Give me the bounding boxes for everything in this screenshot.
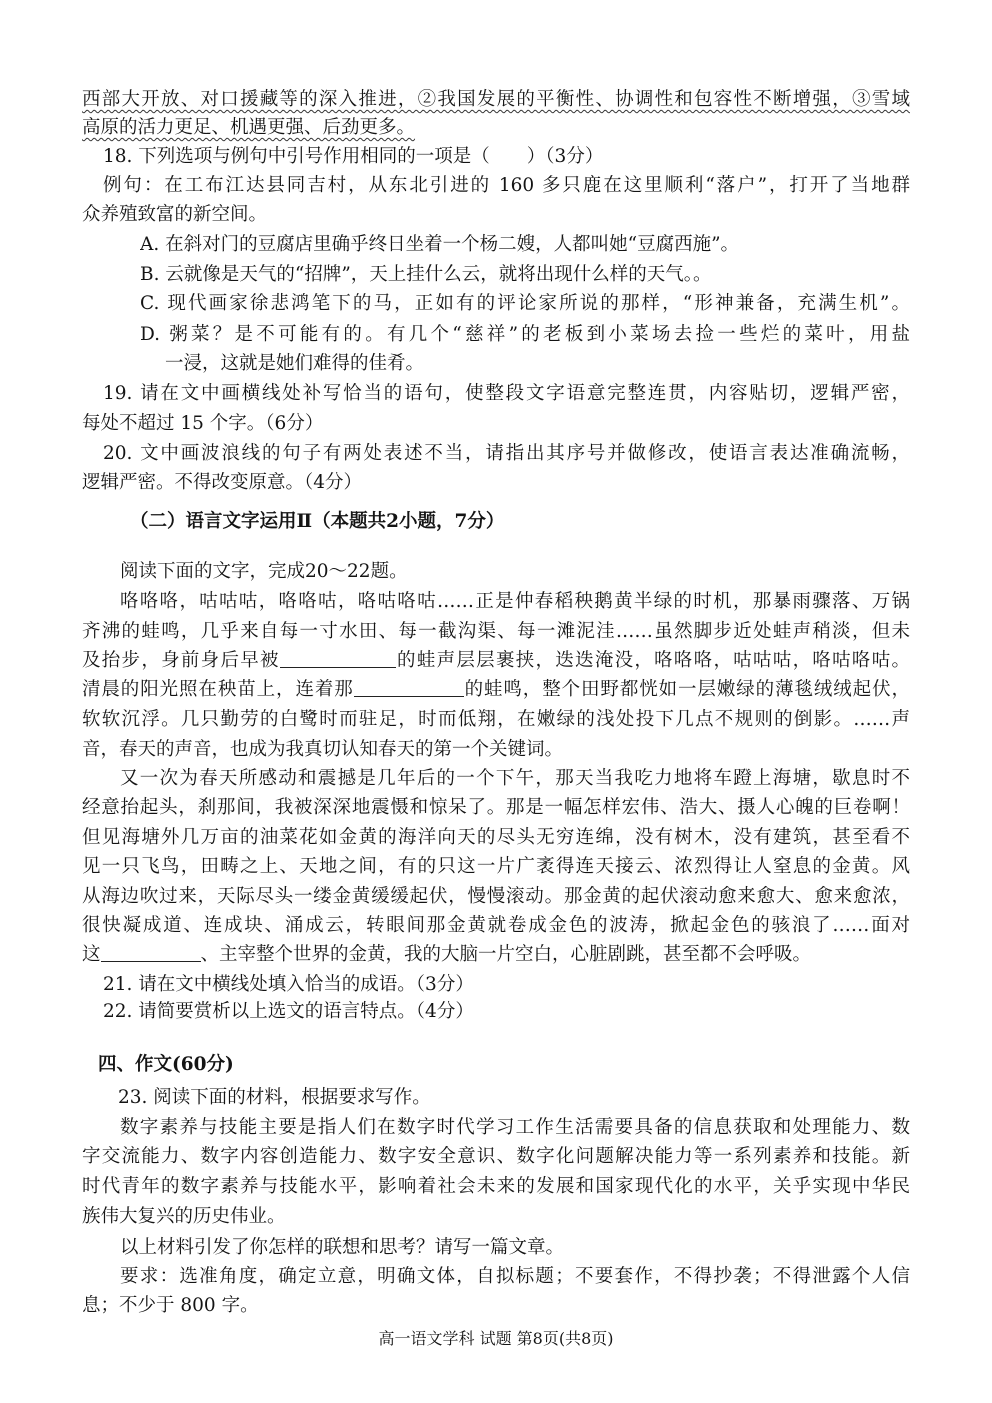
question-18-example-line-2: 众养殖致富的新空间。	[82, 204, 268, 225]
question-18-option-c: C. 现代画家徐悲鸿笔下的马，正如有的评论家所说的那样，“形神兼备，充满生机”。	[140, 293, 910, 314]
fill-in-blank	[354, 676, 464, 697]
paragraph-2-line-2: 经意抬起头，刹那间，我被深深地震慑和惊呆了。那是一幅怎样宏伟、浩大、摄人心魄的巨卷啊！	[82, 797, 910, 818]
paragraph-2-line-1: 又一次为春天所感动和震撼是几年后的一个下午，那天当我吃力地将车蹬上海塘，歇息时不	[120, 768, 910, 789]
paragraph-1-line-6: 音，春天的声音，也成为我真切认知春天的第一个关键词。	[82, 739, 564, 760]
question-18-option-d-continued: 一浸，这就是她们难得的佳肴。	[165, 353, 425, 374]
section-2-heading: （二）语言文字运用Ⅱ（本题共2小题，7分）	[130, 511, 505, 532]
material-line-2: 字交流能力、数字内容创造能力、数字安全意识、数字化问题解决能力等一系列素养和技能。新	[82, 1146, 910, 1167]
question-18-option-d: D. 粥菜？是不可能有的。有几个“慈祥”的老板到小菜场去捡一些烂的菜叶，用盐	[140, 324, 910, 345]
question-18-option-b: B. 云就像是天气的“招牌”，天上挂什么云，就将出现什么样的天气。。	[140, 264, 712, 285]
text-segment: 、主宰整个世界的金黄，我的大脑一片空白，心脏剧跳，甚至都不会呼吸。	[200, 944, 812, 965]
question-20-line-1: 20. 文中画波浪线的句子有两处表述不当，请指出其序号并做修改，使语言表达准确流畅，	[103, 443, 910, 464]
question-22: 22. 请简要赏析以上选文的语言特点。（4分）	[103, 1001, 474, 1022]
question-18-stem: 18. 下列选项与例句中引号作用相同的一项是（ ）（3分）	[103, 146, 604, 167]
wavy-underlined-text: 高原的活力更足、机遇更强、后劲更多。	[82, 117, 416, 138]
paragraph-1-line-1: 咯咯咯，咕咕咕，咯咯咕，咯咕咯咕……正是仲春稻秧鹅黄半绿的时机，那暴雨骤落、万锅	[120, 591, 910, 612]
passage-tail-line-1	[82, 86, 910, 114]
question-19-line-2: 每处不超过 15 个字。（6分）	[82, 413, 324, 434]
question-20-line-2: 逻辑严密。不得改变原意。（4分）	[82, 472, 363, 493]
paragraph-2-line-7	[82, 941, 910, 969]
question-21: 21. 请在文中横线处填入恰当的成语。（3分）	[103, 974, 474, 995]
page-footer: 高一语文学科 试题 第8页(共8页)	[378, 1329, 614, 1348]
text-segment: 的蛙鸣，整个田野都恍如一层嫩绿的薄毯绒绒起伏，	[463, 679, 910, 700]
text-segment: 的蛙声层层裹挟，迭迭淹没，咯咯咯，咕咕咕，咯咕咯咕。	[395, 650, 910, 671]
paragraph-2-line-5: 从海边吹过来，天际尽头一缕金黄缓缓起伏，慢慢滚动。那金黄的起伏滚动愈来愈大、愈来愈浓，	[82, 886, 910, 907]
section-2-intro: 阅读下面的文字，完成20～22题。	[120, 561, 408, 582]
writing-prompt: 以上材料引发了你怎样的联想和思考？请写一篇文章。	[120, 1237, 565, 1258]
fill-in-blank	[101, 941, 201, 962]
section-4-heading: 四、作文(60分)	[98, 1054, 234, 1075]
requirements-line-2: 息；不少于 800 字。	[82, 1295, 259, 1316]
paragraph-2-line-6: 很快凝成道、连成块、涌成云，转眼间那金黄就卷成金色的波涛，掀起金色的骇浪了……面对	[82, 915, 910, 936]
text-segment: 这	[82, 944, 101, 965]
question-23: 23. 阅读下面的材料，根据要求写作。	[118, 1087, 431, 1108]
passage-tail-line-2	[82, 114, 910, 142]
wavy-underlined-text: 西部大开放、对口援藏等的深入推进，②我国发展的平衡性、协调性和包容性不断增强，③雪域	[82, 89, 910, 110]
text-segment: 清晨的阳光照在秧苗上，连着那	[82, 679, 354, 700]
text-segment: 及抬步，身前身后早被	[82, 650, 280, 671]
requirements-line-1: 要求：选准角度，确定立意，明确文体，自拟标题；不要套作，不得抄袭；不得泄露个人信	[120, 1266, 910, 1287]
paragraph-2-line-3: 但见海塘外几万亩的油菜花如金黄的海洋向天的尽头无穷连绵，没有树木，没有建筑，甚至看不	[82, 827, 910, 848]
paragraph-1-line-3	[82, 647, 910, 675]
question-18-example-line-1: 例句：在工布江达县同吉村，从东北引进的 160 多只鹿在这里顺利“落户”，打开了当地群	[103, 175, 910, 196]
paragraph-1-line-5: 软软沉浮。几只勤劳的白鹭时而驻足，时而低翔，在嫩绿的浅处投下几点不规则的倒影。……声	[82, 709, 910, 730]
material-line-3: 时代青年的数字素养与技能水平，影响着社会未来的发展和国家现代化的水平，关乎实现中华民	[82, 1176, 910, 1197]
fill-in-blank	[280, 647, 396, 668]
paragraph-1-line-2: 齐沸的蛙鸣，几乎来自每一寸水田、每一截沟渠、每一滩泥洼……虽然脚步近处蛙声稍淡，但未	[82, 621, 910, 642]
paragraph-2-line-4: 见一只飞鸟，田畴之上、天地之间，有的只这一片广袤得连天接云、浓烈得让人窒息的金黄。风	[82, 856, 910, 877]
material-line-1: 数字素养与技能主要是指人们在数字时代学习工作生活需要具备的信息获取和处理能力、数	[120, 1117, 910, 1138]
paragraph-1-line-4	[82, 676, 910, 704]
question-18-option-a: A. 在斜对门的豆腐店里确乎终日坐着一个杨二嫂，人都叫她“豆腐西施”。	[140, 234, 740, 255]
question-19-line-1: 19. 请在文中画横线处补写恰当的语句，使整段文字语意完整连贯，内容贴切，逻辑严密，	[103, 383, 910, 404]
material-line-4: 族伟大复兴的历史伟业。	[82, 1206, 286, 1227]
